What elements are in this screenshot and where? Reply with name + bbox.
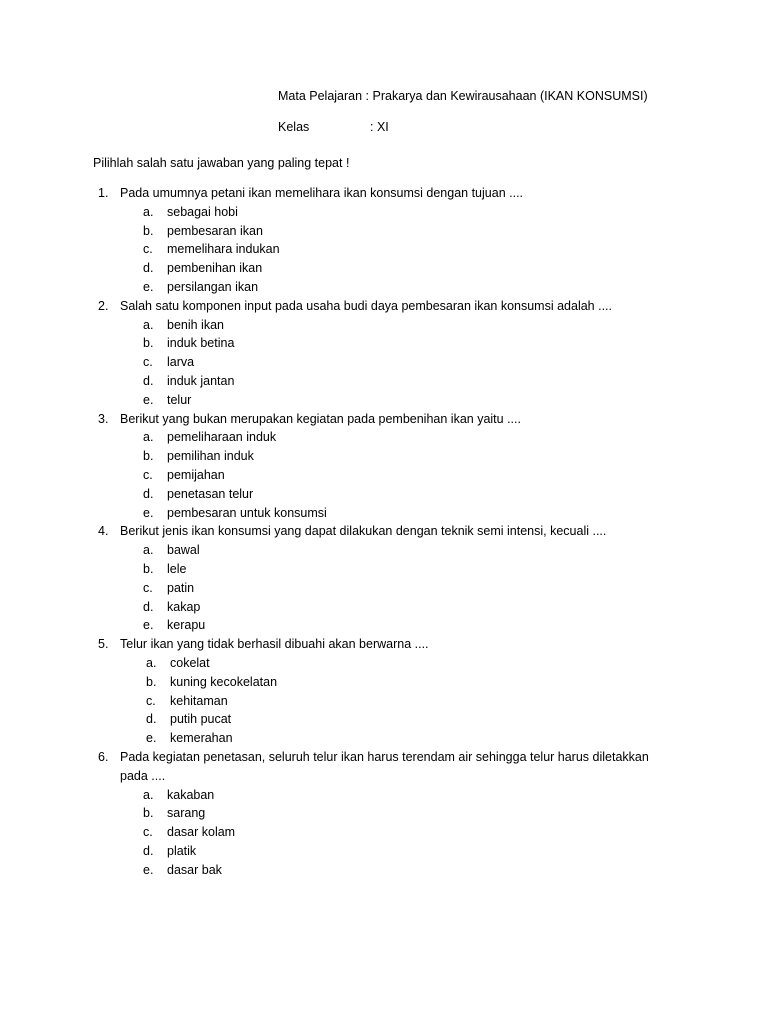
question-2: [0, 297, 768, 410]
option-letter: c.: [143, 467, 153, 482]
question-number: 6.: [98, 749, 109, 764]
option: [0, 692, 768, 711]
option-text: putih pucat: [170, 712, 232, 727]
option-text: induk jantan: [167, 373, 235, 388]
option-letter: d.: [146, 712, 157, 727]
option: [0, 823, 768, 842]
option: [0, 447, 768, 466]
option-text: induk betina: [167, 336, 235, 351]
option-letter: c.: [143, 825, 153, 840]
option: [0, 654, 768, 673]
option-text: dasar kolam: [167, 825, 236, 840]
subject-line: Mata Pelajaran : Prakarya dan Kewirausahaan (IKAN KONSUMSI): [278, 89, 648, 103]
question-text: Berikut jenis ikan konsumsi yang dapat dilakukan dengan teknik semi intensi, kecuali ....: [120, 524, 607, 539]
question-text: Salah satu komponen input pada usaha budi daya pembesaran ikan konsumsi adalah ....: [120, 298, 612, 313]
option-letter: b.: [143, 223, 154, 238]
option: [0, 804, 768, 823]
class-line: [278, 118, 389, 137]
option-list: [0, 654, 768, 748]
option: [0, 710, 768, 729]
option-text: pembenihan ikan: [167, 261, 263, 276]
option-text: cokelat: [170, 655, 210, 670]
option: [0, 316, 768, 335]
option-letter: a.: [143, 317, 154, 332]
option-letter: b.: [143, 336, 154, 351]
option-letter: c.: [143, 580, 153, 595]
option: [0, 673, 768, 692]
option: [0, 240, 768, 259]
option-text: telur: [167, 392, 192, 407]
option-text: kerapu: [167, 618, 206, 633]
option-text: pemilihan induk: [167, 449, 254, 464]
option: [0, 786, 768, 805]
option: [0, 466, 768, 485]
option: [0, 485, 768, 504]
option-letter: a.: [146, 655, 157, 670]
question-3: [0, 410, 768, 523]
question-1: [0, 184, 768, 297]
option-letter: d.: [143, 261, 154, 276]
option-text: kakaban: [167, 787, 215, 802]
option-text: sarang: [167, 806, 206, 821]
question-list: [0, 184, 768, 879]
option-letter: a.: [143, 204, 154, 219]
question-6: [0, 748, 768, 880]
option: [0, 372, 768, 391]
option-text: dasar bak: [167, 862, 222, 877]
option-text: pemijahan: [167, 467, 225, 482]
option: [0, 842, 768, 861]
option-text: patin: [167, 580, 195, 595]
question-number: 3.: [98, 411, 109, 426]
option-letter: e.: [143, 505, 154, 520]
option-letter: e.: [146, 731, 157, 746]
question-text: Pada kegiatan penetasan, seluruh telur ikan harus terendam air sehingga telur harus diletakkan pada ....: [120, 749, 649, 783]
question-5: [0, 635, 768, 748]
option: [0, 560, 768, 579]
option-text: persilangan ikan: [167, 279, 259, 294]
option: [0, 222, 768, 241]
option-text: memelihara indukan: [167, 242, 280, 257]
option-letter: e.: [143, 862, 154, 877]
option-letter: a.: [143, 430, 154, 445]
option: [0, 729, 768, 748]
question-text: Pada umumnya petani ikan memelihara ikan konsumsi dengan tujuan ....: [120, 186, 524, 200]
option-letter: e.: [143, 618, 154, 633]
option-list: [0, 541, 768, 635]
option-letter: d.: [143, 486, 154, 501]
class-label: Kelas: [278, 120, 310, 134]
question-number: 5.: [98, 637, 109, 652]
option-letter: a.: [143, 787, 154, 802]
option-letter: d.: [143, 843, 154, 858]
option-text: kuning kecokelatan: [170, 674, 278, 689]
option-text: pemeliharaan induk: [167, 430, 277, 445]
option-text: sebagai hobi: [167, 204, 238, 219]
option: [0, 391, 768, 410]
option-text: larva: [167, 355, 195, 370]
option: [0, 861, 768, 880]
option-letter: c.: [143, 242, 153, 257]
option: [0, 541, 768, 560]
option-text: pembesaran ikan: [167, 223, 263, 238]
option-letter: d.: [143, 599, 154, 614]
option: [0, 278, 768, 297]
option-letter: c.: [146, 693, 156, 708]
question-4: [0, 522, 768, 635]
option-letter: c.: [143, 355, 153, 370]
option: [0, 579, 768, 598]
option-text: bawal: [167, 543, 200, 558]
question-number: 2.: [98, 298, 109, 313]
option-letter: b.: [143, 449, 154, 464]
question-number: 1.: [98, 186, 109, 200]
question-number: 4.: [98, 524, 109, 539]
option: [0, 353, 768, 372]
option-letter: a.: [143, 543, 154, 558]
option-list: [0, 428, 768, 522]
option-text: pembesaran untuk konsumsi: [167, 505, 327, 520]
option-letter: b.: [143, 561, 154, 576]
option-letter: b.: [146, 674, 157, 689]
question-text: Telur ikan yang tidak berhasil dibuahi akan berwarna ....: [120, 637, 429, 652]
instruction: Pilihlah salah satu jawaban yang paling tepat !: [93, 156, 350, 170]
question-text: Berikut yang bukan merupakan kegiatan pada pembenihan ikan yaitu ....: [120, 411, 521, 426]
option-text: kemerahan: [170, 731, 233, 746]
option: [0, 334, 768, 353]
option-list: [0, 203, 768, 297]
option-text: benih ikan: [167, 317, 224, 332]
option-letter: e.: [143, 392, 154, 407]
option-text: kehitaman: [170, 693, 228, 708]
option: [0, 203, 768, 222]
class-value: : XI: [370, 120, 389, 134]
option-text: lele: [167, 561, 187, 576]
option: [0, 504, 768, 523]
option: [0, 616, 768, 635]
option: [0, 428, 768, 447]
option-letter: b.: [143, 806, 154, 821]
option-text: kakap: [167, 599, 201, 614]
option-text: penetasan telur: [167, 486, 254, 501]
option-letter: d.: [143, 373, 154, 388]
option: [0, 259, 768, 278]
option-list: [0, 786, 768, 880]
option-letter: e.: [143, 279, 154, 294]
option-list: [0, 316, 768, 410]
option-text: platik: [167, 843, 197, 858]
option: [0, 598, 768, 617]
